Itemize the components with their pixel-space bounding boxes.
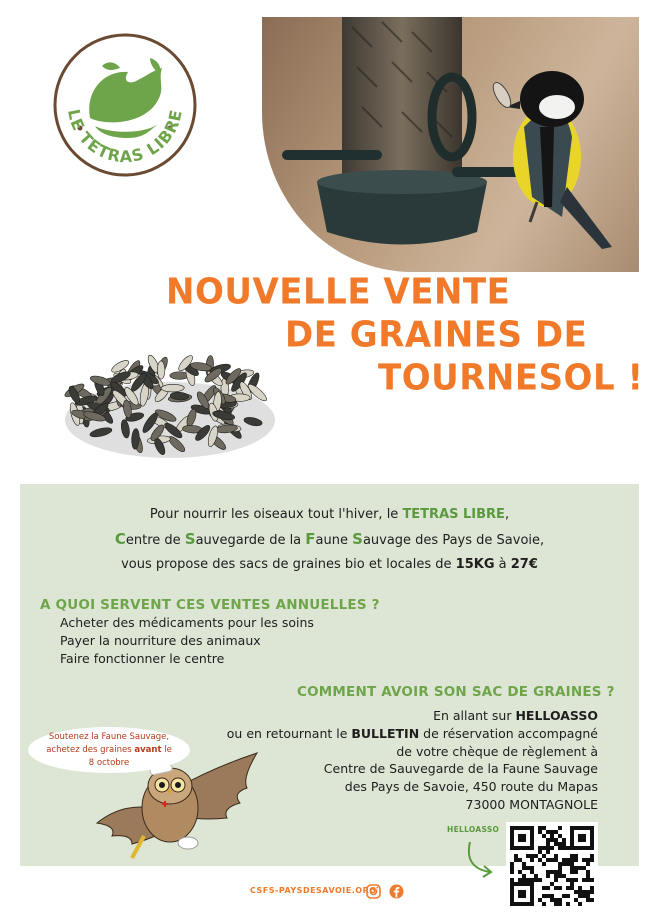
qr-module [558, 902, 562, 906]
qr-module [586, 898, 590, 902]
feeder-bird-photo [262, 17, 639, 272]
intro-tetras-libre: TETRAS LIBRE [402, 507, 505, 522]
qr-module [586, 862, 590, 866]
qr-module [542, 902, 546, 906]
qr-module [534, 854, 538, 858]
qr-module [578, 894, 582, 898]
intro-line-1-a: Pour nourrir les oiseaux tout l'hiver, le [149, 507, 403, 522]
qr-module [578, 902, 582, 906]
qr-module [558, 842, 562, 846]
helloasso-label: HELLOASSO [447, 825, 500, 834]
qr-module [558, 866, 562, 870]
qr-module [550, 870, 554, 874]
qr-module [566, 858, 570, 862]
intro-text [40, 503, 619, 577]
qr-module [558, 862, 562, 866]
intro-price: 27€ [510, 557, 538, 572]
qr-module [562, 838, 566, 842]
qr-module [558, 846, 562, 850]
bubble-line-2-a: achetez des graines [46, 745, 135, 755]
qr-module [590, 858, 594, 862]
qr-module [530, 866, 534, 870]
qr-module [538, 898, 542, 902]
qr-module [562, 862, 566, 866]
intro-weight: 15KG [455, 557, 495, 572]
qr-module [570, 878, 574, 882]
qr-module [570, 854, 574, 858]
qr-module [546, 858, 550, 862]
qr-module [570, 886, 574, 890]
qr-module [558, 834, 562, 838]
facebook-icon[interactable] [389, 884, 404, 899]
website-link[interactable]: CSFS-PAYSDESAVOIE.ORG [250, 886, 377, 895]
qr-module [538, 846, 542, 850]
qr-module [574, 878, 578, 882]
bulletin-text: BULLETIN [351, 725, 420, 741]
intro-cap-f: F [305, 530, 316, 548]
qr-module [554, 858, 558, 862]
qr-module [590, 854, 594, 858]
qr-module [518, 870, 522, 874]
qr-module [538, 830, 542, 834]
bubble-line-1: Soutenez la Faune Sauvage, [48, 732, 170, 742]
qr-module [574, 866, 578, 870]
qr-module [554, 854, 558, 858]
how-line-2-a: ou en retournant le [226, 725, 352, 741]
how-line-1-a: En allant sur [433, 708, 516, 723]
qr-module [546, 838, 550, 842]
qr-module [574, 898, 578, 902]
qr-module [550, 894, 554, 898]
headline-line-1: NOUVELLE VENTE [166, 271, 511, 313]
qr-module [546, 842, 550, 846]
qr-module [582, 894, 586, 898]
qr-module [562, 842, 566, 846]
intro-cap-c: C [114, 530, 126, 548]
arrow-icon [462, 840, 496, 880]
qr-module [562, 846, 566, 850]
qr-module [546, 830, 550, 834]
qr-module [562, 894, 566, 898]
qr-module [566, 846, 570, 850]
seed [157, 361, 165, 379]
qr-module [550, 882, 554, 886]
qr-module [570, 858, 574, 862]
qr-module [574, 890, 578, 894]
qr-module [542, 894, 546, 898]
intro-cap-s2: S [352, 530, 363, 548]
qr-module [550, 838, 554, 842]
qr-module [554, 870, 558, 874]
headline-line-2: DE GRAINES DE [285, 314, 588, 356]
qr-module [582, 890, 586, 894]
qr-module [546, 850, 550, 854]
qr-module [570, 866, 574, 870]
qr-module [538, 850, 542, 854]
qr-module [542, 854, 546, 858]
qr-code[interactable] [506, 822, 598, 910]
qr-module [578, 886, 582, 890]
qr-module [570, 882, 574, 886]
qr-module [586, 858, 590, 862]
qr-module [550, 898, 554, 902]
qr-module [542, 846, 546, 850]
qr-module [538, 826, 542, 830]
qr-module [574, 870, 578, 874]
qr-module [554, 902, 558, 906]
qr-module [542, 886, 546, 890]
qr-module [554, 838, 558, 842]
section-why-title: A QUOI SERVENT CES VENTES ANNUELLES ? [40, 597, 380, 613]
intro-line-2 [40, 527, 619, 553]
qr-module [558, 826, 562, 830]
qr-module [586, 874, 590, 878]
qr-module [510, 866, 514, 870]
qr-module [538, 878, 542, 882]
qr-module [530, 858, 534, 862]
bubble-line-3: 8 octobre [88, 758, 130, 768]
qr-module [538, 858, 542, 862]
qr-module [546, 870, 550, 874]
qr-module [526, 878, 530, 882]
qr-module [590, 898, 594, 902]
qr-module [514, 858, 518, 862]
list-item: Payer la nourriture des animaux [60, 633, 261, 648]
intro-word: auvage des Pays de Savoie, [362, 533, 545, 548]
qr-module [510, 862, 514, 866]
qr-module [518, 858, 522, 862]
qr-module [566, 862, 570, 866]
qr-module [554, 842, 558, 846]
qr-module [522, 874, 526, 878]
qr-module [590, 878, 594, 882]
qr-module [510, 878, 514, 882]
qr-module [554, 874, 558, 878]
bubble-avant: avant [134, 745, 162, 755]
qr-module [542, 834, 546, 838]
qr-module [534, 874, 538, 878]
intro-line-3-c: à [494, 557, 511, 572]
qr-module [510, 870, 514, 874]
qr-module [554, 886, 558, 890]
helloasso-text: HELLOASSO [515, 708, 598, 723]
logo-text: LE TETRAS LIBRE [64, 107, 186, 167]
section-why-list [60, 614, 314, 668]
qr-module [558, 886, 562, 890]
list-item: Faire fonctionner le centre [60, 651, 225, 666]
qr-module [574, 858, 578, 862]
qr-module [566, 902, 570, 906]
qr-module [578, 866, 582, 870]
how-line-2-c: de réservation accompagné [419, 725, 598, 741]
speech-bubble [28, 727, 190, 773]
how-line-5: des Pays de Savoie, 450 route du Mapas [344, 779, 598, 795]
seed [161, 384, 184, 392]
qr-module [590, 886, 594, 890]
qr-module [530, 870, 534, 874]
qr-module [530, 854, 534, 858]
qr-module [550, 846, 554, 850]
qr-module [566, 878, 570, 882]
qr-module [586, 870, 590, 874]
qr-module [534, 878, 538, 882]
intro-line-3-a: vous propose des sacs de graines bio et locales de [121, 557, 456, 572]
qr-module [542, 862, 546, 866]
how-line-4: Centre de Sauvegarde de la Faune Sauvage [323, 761, 598, 777]
qr-module [526, 866, 530, 870]
how-line-3: de votre chèque de règlement à [396, 743, 598, 759]
qr-module [558, 898, 562, 902]
qr-module [518, 878, 522, 882]
qr-module [522, 878, 526, 882]
qr-module [558, 870, 562, 874]
qr-module [530, 878, 534, 882]
qr-module [566, 886, 570, 890]
qr-module [574, 854, 578, 858]
intro-line-1-c: , [504, 507, 510, 522]
intro-cap-s: S [184, 530, 196, 548]
qr-module [590, 890, 594, 894]
qr-module [570, 862, 574, 866]
qr-module [570, 870, 574, 874]
qr-module [586, 878, 590, 882]
qr-module [526, 854, 530, 858]
qr-module [546, 874, 550, 878]
qr-module [562, 874, 566, 878]
qr-module [586, 890, 590, 894]
qr-module [550, 834, 554, 838]
qr-module [586, 894, 590, 898]
qr-module [554, 878, 558, 882]
headline-line-3: TOURNESOL ! [378, 357, 644, 399]
qr-module [562, 858, 566, 862]
qr-module [542, 826, 546, 830]
section-how-title: COMMENT AVOIR SON SAC DE GRAINES ? [297, 684, 615, 700]
qr-module [558, 874, 562, 878]
qr-module [550, 830, 554, 834]
qr-module [554, 830, 558, 834]
qr-module [522, 862, 526, 866]
qr-module [582, 866, 586, 870]
qr-module [546, 886, 550, 890]
qr-module [582, 858, 586, 862]
qr-module [514, 854, 518, 858]
intro-word: entre de [125, 533, 185, 548]
bubble-line-2-c: le [161, 745, 172, 755]
qr-module [578, 890, 582, 894]
qr-module [550, 858, 554, 862]
intro-word: aune [315, 533, 353, 548]
qr-module [582, 878, 586, 882]
intro-word: auvegarde de la [195, 533, 306, 548]
qr-module [554, 898, 558, 902]
qr-module [546, 846, 550, 850]
le-tetras-libre-logo [50, 30, 200, 180]
sunflower-seeds-image [52, 325, 287, 475]
qr-module [546, 894, 550, 898]
qr-module [566, 894, 570, 898]
qr-module [522, 866, 526, 870]
list-item: Acheter des médicaments pour les soins [60, 615, 314, 630]
how-line-6: 73000 MONTAGNOLE [465, 796, 598, 812]
instagram-icon[interactable] [366, 884, 381, 899]
